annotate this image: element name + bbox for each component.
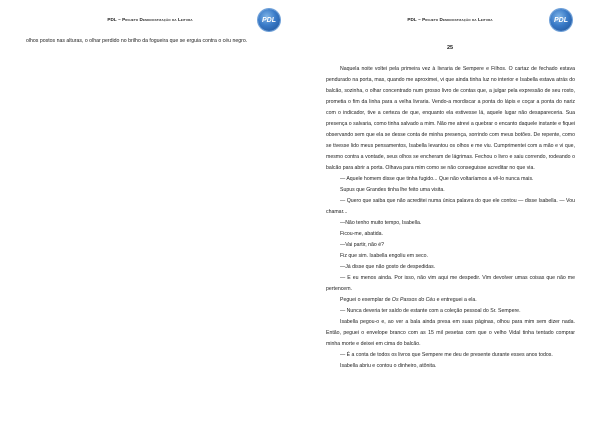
paragraph [326, 295, 575, 306]
page-number: 25 [446, 45, 454, 51]
paragraph: Naquela noite voltei pela primeira vez à livraria de Sempere e Filhos. O cartaz de fechado estava pendurado na porta, mas, quando me aproximei, vi que ainda tinha luz no interior e Isabella estava atrás do balcão, sozinha, o olhar concentrado num grosso livro de contas que, a julgar pela expressão de seu rosto, prometia o fim da linha para a velha livraria. Vendo-a mordiscar a ponta do lápis e coçar a ponta do nariz com o indicador, tive a certeza de que, enquanto ela estivesse lá, aquele lugar não desapareceria. Sua presença o salvaria, como tinha salvado a mim. Não me atrevi a quebrar o encanto daquele instante e fiquei observando sem que ela se desse conta de minha presença, sorrindo com meus botões. De repente, como se tivesse lido meus pensamentos, Isabella levantou os olhos e me viu. Cumprimentei com a mão e vi que, mesmo contra a vontade, seus olhos se encheram de lágrimas. Fechou o livro e saiu correndo, rodeando o balcão para abrir a porta. Olhava para mim como se não conseguisse acreditar no que via. [326, 66, 575, 171]
right-page [300, 0, 600, 424]
header-prefix: PDL – [407, 17, 423, 22]
header-title: Projeto Democratização da Leitura [422, 17, 493, 22]
right-page-text [326, 64, 575, 372]
book-title: Os Passos do Céu [391, 297, 436, 303]
paragraph: —Já disse que não gosto de despedidas. [340, 264, 436, 270]
paragraph: Fiz que sim. Isabella engoliu em seco. [340, 253, 428, 259]
paragraph-text: e entreguei a ela. [435, 297, 477, 303]
paragraph: —Não tenho muito tempo, Isabella. [340, 220, 422, 226]
paragraph: —Vai partir, não é? [340, 242, 385, 248]
paragraph-text: Peguei o exemplar de [340, 297, 392, 303]
paragraph: — E eu menos ainda. Por isso, não vim aqui me despedir. Vim devolver umas coisas que não me pertencem. [326, 275, 575, 292]
paragraph: Isabella abriu e contou o dinheiro, atônita. [340, 363, 437, 369]
paragraph: — É a conta de todos os livros que Sempere me deu de presente durante esses anos todos. [340, 352, 553, 358]
paragraph: Ficou-me, abatida. [340, 231, 383, 237]
paragraph: olhos postos nas alturas, o olhar perdido no brilho da fogueira que se erguia contra o céu negro. [26, 38, 248, 44]
header-prefix: PDL – [107, 17, 123, 22]
paragraph: Isabella pegou-o e, ao ver a bala ainda presa em suas páginas, olhou para mim sem dizer nada. Então, peguei o envelope branco com as 15 mil pesetas com que o velho Vidal tinha tentado comprar minha morte e deixei em cima do balcão. [326, 319, 575, 347]
paragraph: — Nunca deveria ter saído de estante com a coleção pessoal do Sr. Sempere. [340, 308, 521, 314]
left-page-text [26, 36, 275, 47]
page-header [0, 17, 300, 22]
paragraph: — Quero que saiba que não acreditei numa única palavra do que ele contou — disse Isabella. — Vou chamar... [326, 198, 575, 215]
pdl-logo-icon: PDL [550, 9, 572, 31]
header-title: Projeto Democratização da Leitura [122, 17, 193, 22]
pdl-logo-icon: PDL [258, 9, 280, 31]
paragraph: Supus que Grandes tinha lhe feito uma visita. [340, 187, 445, 193]
paragraph: — Aquele homem disse que tinha fugido... Que não voltaríamos a vê-lo nunca mais. [340, 176, 534, 182]
